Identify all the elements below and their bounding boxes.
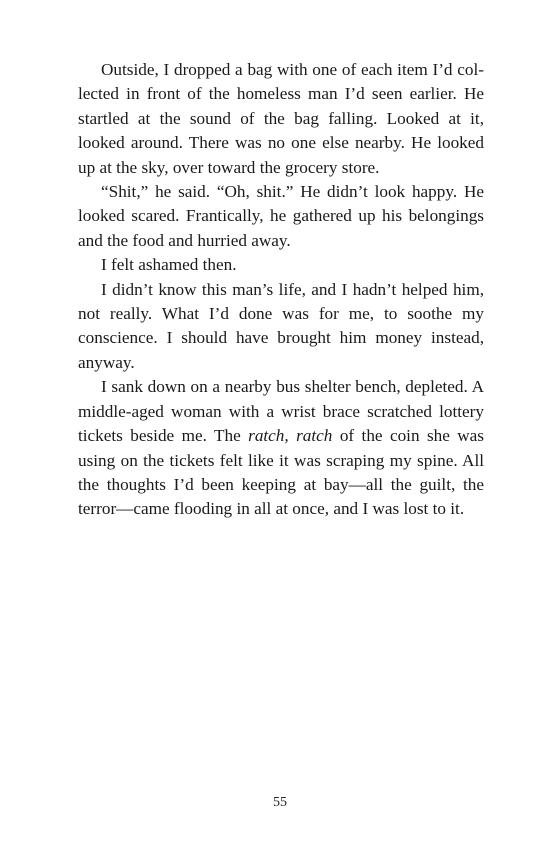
paragraph: “Shit,” he said. “Oh, shit.” He didn’t look happy. He looked scared. Frantically, he gathered up his belongings and the food and hurried away. [78, 182, 484, 250]
page-number: 55 [273, 795, 287, 810]
paragraph-text: I sank down on a nearby bus shelter bench, depleted. A middle-aged woman with a wrist brace scratched lottery tickets beside me. The [78, 377, 484, 446]
paragraph-text: of the coin she was using on the tickets felt like it was scraping my spine. All the thoughts I’d been keeping at bay—all the guilt, the terror—came flooding in all at once, and I was lost to it. [78, 426, 485, 519]
paragraph: I felt ashamed then. [101, 255, 237, 275]
paragraph [78, 375, 484, 521]
paragraph: I didn’t know this man’s life, and I hadn’t helped him, not really. What I’d done was for me, to soothe my conscience. I should have brought him money instead, anyway. [78, 279, 484, 372]
body-text [78, 58, 484, 522]
italic-phrase: ratch, ratch [248, 426, 333, 446]
paragraph: Outside, I dropped a bag with one of each item I’d collected in front of the homeless man I’d seen earlier. He startled at the sound of the bag falling. Looked at it, looked around. There was no one else nearby. He looked up at the sky, over toward the grocery store. [78, 60, 484, 177]
